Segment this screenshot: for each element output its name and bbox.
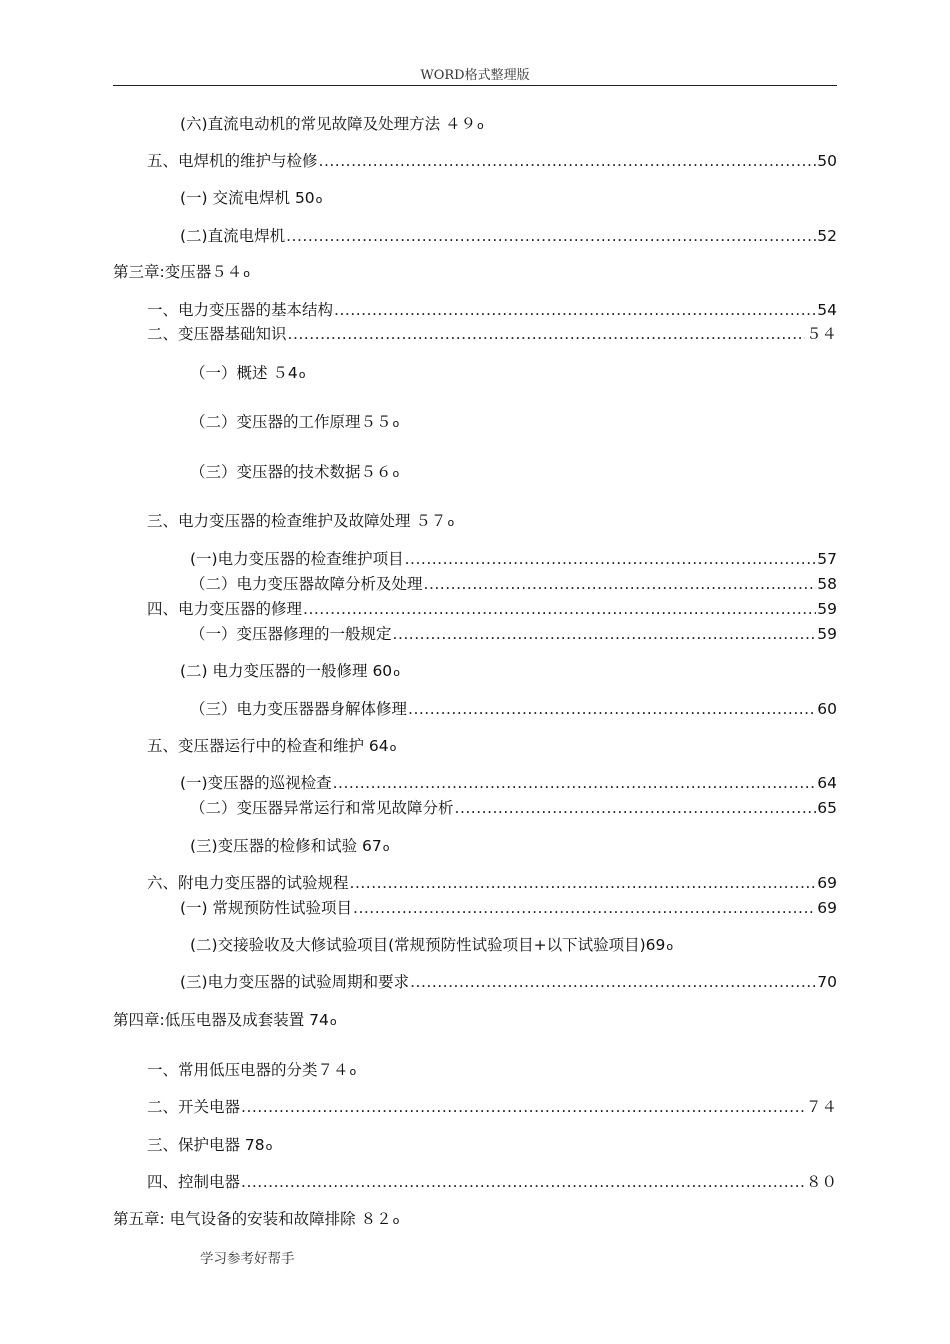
trailing-mark: o [392,467,400,480]
toc-entry-title: 六、附电力变压器的试验规程 [147,874,349,892]
toc-entry-title: （二）变压器异常运行和常见故障分析 [190,799,454,817]
toc-entry [147,1096,837,1118]
toc-entry [190,934,673,956]
toc-entry [147,1171,837,1193]
toc-entry-title: 二、变压器基础知识 [147,325,287,343]
dot-leader [424,573,817,595]
dot-leader [286,225,816,247]
toc-entry [180,660,400,682]
toc-entry [113,1009,337,1031]
toc-entry-title: 五、变压器运行中的检查和维护 64 [147,737,389,755]
toc-entry-title: (三)电力变压器的试验周期和要求 [180,973,410,991]
trailing-mark: o [389,741,397,754]
trailing-mark: o [393,666,400,679]
toc-entry-title: （二）电力变压器故障分析及处理 [190,575,423,593]
toc-entry-title: 三、保护电器 78 [147,1136,265,1154]
toc-page-number: ８０ [805,1173,837,1191]
toc-entry [190,362,306,384]
toc-entry-title: （二）变压器的工作原理５５ [190,413,392,431]
toc-entry-title: (六)直流电动机的常见故障及处理方法 ４９ [180,115,477,133]
dot-leader [241,1096,805,1118]
dot-leader [408,698,816,720]
toc-entry [190,573,837,595]
toc-entry [180,897,837,919]
toc-entry-title: (一) 交流电焊机 50 [180,189,315,207]
trailing-mark: o [392,417,400,430]
toc-page-number: 59 [817,625,837,643]
toc-entry [190,698,837,720]
toc-entry [190,797,837,819]
dot-leader [410,971,816,993]
toc-entry [147,150,837,172]
dot-leader [455,797,817,819]
toc-entry [180,187,322,209]
toc-entry-title: 一、电力变压器的基本结构 [147,301,334,319]
dot-leader [333,772,817,794]
toc-entry-title: (一)电力变压器的检查维护项目 [190,550,404,568]
dot-leader [241,1171,805,1193]
toc-entry [190,461,399,483]
toc-page-number: 58 [817,575,837,593]
toc-entry [190,835,389,857]
toc-entry [180,971,837,993]
toc-entry-title: 三、电力变压器的检查维护及故障处理 ５７ [147,512,447,530]
toc-entry-title: 第三章:变压器５４ [113,263,243,281]
toc-entry [147,299,837,321]
trailing-mark: o [447,516,455,529]
toc-entry-title: 五、电焊机的维护与检修 [147,152,318,170]
toc-entry [190,623,837,645]
toc-page-number: 69 [817,899,837,917]
dot-leader [334,299,816,321]
toc-entry-title: （一）概述 ５4 [190,364,298,382]
dot-leader [393,623,817,645]
trailing-mark: o [243,267,250,280]
toc-entry-title: (一)变压器的巡视检查 [180,774,332,792]
dot-leader [405,548,817,570]
toc-entry [113,261,250,283]
trailing-mark: o [349,1065,357,1078]
toc-page-number: 64 [817,774,837,792]
trailing-mark: o [315,193,323,206]
toc-entry [180,772,837,794]
toc-entry [190,411,399,433]
dot-leader [353,897,816,919]
toc-entry [147,510,454,532]
toc-entry-title: (二)直流电焊机 [180,227,286,245]
toc-entry [147,323,837,345]
toc-entry-title: 一、常用低压电器的分类７４ [147,1061,349,1079]
dot-leader [288,323,805,345]
toc-entry [147,1059,356,1081]
toc-entry-title: 四、电力变压器的修理 [147,600,303,618]
toc-page-number: 54 [817,301,837,319]
trailing-mark: o [392,1214,400,1227]
trailing-mark: o [382,841,390,854]
toc-entry [147,872,837,894]
page-header: WORD格式整理版 [420,68,530,83]
toc-entry [113,1208,399,1230]
page-footer: 学习参考好帮手 [200,1251,295,1267]
toc-page-number: 65 [817,799,837,817]
trailing-mark: o [298,368,306,381]
toc-entry-title: (一) 常规预防性试验项目 [180,899,353,917]
toc-entry-title: 第四章:低压电器及成套装置 74 [113,1011,329,1029]
dot-leader [303,598,816,620]
toc-entry [147,1134,272,1156]
trailing-mark: o [329,1015,337,1028]
toc-entry-title: 第五章: 电气设备的安装和故障排除 ８２ [113,1210,392,1228]
trailing-mark: o [265,1140,273,1153]
trailing-mark: o [666,940,674,953]
toc-entry-title: 二、开关电器 [147,1098,241,1116]
toc-entry-title: (二) 电力变压器的一般修理 60 [180,662,393,680]
toc-page-number: 70 [817,973,837,991]
toc-entry-title: (二)交接验收及大修试验项目(常规预防性试验项目+以下试验项目)69 [190,936,666,954]
toc-page-number: 52 [817,227,837,245]
toc-entry [180,113,484,135]
toc-page-number: ７４ [805,1098,837,1116]
toc-page-number: 69 [817,874,837,892]
toc-page-number: 60 [817,700,837,718]
toc-entry-title: （一）变压器修理的一般规定 [190,625,392,643]
toc-entry-title: 四、控制电器 [147,1173,241,1191]
dot-leader [350,872,817,894]
dot-leader [319,150,817,172]
toc-page-number: ５４ [805,325,837,343]
trailing-mark: o [477,119,484,132]
toc-page-number: 57 [817,550,837,568]
toc-entry-title: (三)变压器的检修和试验 67 [190,837,382,855]
toc-entry [190,548,837,570]
toc-page-number: 50 [817,152,837,170]
toc-entry-title: （三）电力变压器器身解体修理 [190,700,408,718]
toc-entry [147,735,396,757]
toc-entry-title: （三）变压器的技术数据５６ [190,463,392,481]
toc-entry [180,225,837,247]
toc-page-number: 59 [817,600,837,618]
toc-entry [147,598,837,620]
